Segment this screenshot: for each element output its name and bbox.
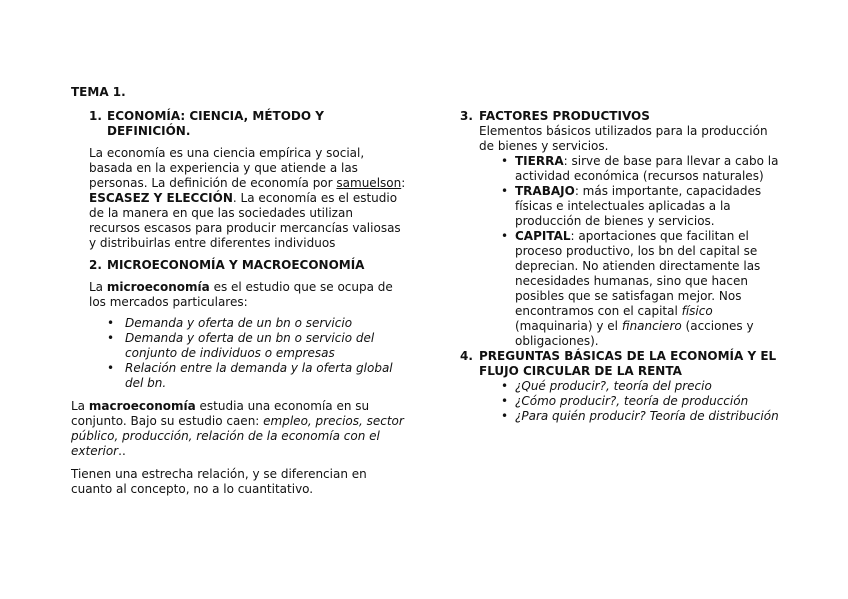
term-macroeconomia: macroeconomía — [88, 399, 196, 413]
left-column — [71, 85, 406, 497]
bullet-icon: • — [501, 394, 509, 408]
section-1-paragraph: La economía es una ciencia empírica y social, basada en la experiencia y que atiende a las personas. La definición de economía por samuelson: ESCASEZ Y ELECCIÓN. La economía es el estudio de la manera en que las sociedades utilizan recursos escasos para producir mercancías valiosas y distribuirlas entre diferentes individuos — [89, 146, 406, 250]
list-item: • TIERRA: sirve de base para llevar a cabo la actividad económica (recursos naturales) — [501, 154, 779, 183]
factores-list — [460, 154, 780, 349]
section-title: ECONOMÍA: CIENCIA, MÉTODO Y DEFINICIÓN. — [107, 109, 324, 138]
section-title: MICROECONOMÍA Y MACROECONOMÍA — [107, 258, 365, 272]
section-number: 4. — [460, 349, 473, 363]
section-3-heading — [460, 109, 780, 124]
topic-heading: TEMA 1. — [71, 85, 126, 99]
author-name: samuelson — [336, 176, 402, 190]
list-item: • ¿Qué producir?, teoría del precio — [501, 379, 712, 393]
section-title: FACTORES PRODUCTIVOS — [479, 109, 650, 123]
factores-intro: Elementos básicos utilizados para la producción de bienes y servicios. — [479, 124, 768, 153]
section-number: 3. — [460, 109, 473, 123]
section-title: PREGUNTAS BÁSICAS DE LA ECONOMÍA Y EL FLUJO CIRCULAR DE LA RENTA — [479, 349, 777, 378]
section-number: 2. — [89, 258, 102, 272]
list-item: • Demanda y oferta de un bn o servicio del conjunto de individuos o empresas — [107, 331, 375, 360]
list-item: • ¿Cómo producir?, teoría de producción — [501, 394, 749, 408]
term-microeconomia: microeconomía — [106, 280, 210, 294]
right-column — [460, 109, 780, 424]
closing-paragraph: Tienen una estrecha relación, y se diferencian en cuanto al concepto, no a lo cuantitativo. — [71, 467, 367, 496]
list-item: • Demanda y oferta de un bn o servicio — [107, 316, 353, 330]
section-1-heading — [71, 109, 406, 139]
definition-keywords: ESCASEZ Y ELECCIÓN — [89, 191, 233, 205]
bullet-icon: • — [501, 154, 509, 168]
bullet-icon: • — [107, 331, 115, 345]
section-2-heading — [71, 258, 406, 273]
list-item: • ¿Para quién producir? Teoría de distribución — [501, 409, 779, 423]
microeconomia-list — [71, 316, 406, 391]
bullet-icon: • — [107, 316, 115, 330]
macroeconomia-paragraph: La macroeconomía estudia una economía en su conjunto. Bajo su estudio caen: empleo, precios, sector público, producción, relación de la economía con el exterior.. — [71, 399, 404, 458]
bullet-icon: • — [501, 184, 509, 198]
microeconomia-paragraph: La microeconomía es el estudio que se ocupa de los mercados particulares: — [89, 280, 393, 309]
section-4-heading — [460, 349, 780, 379]
list-item: • CAPITAL: aportaciones que facilitan el proceso productivo, los bn del capital se deprecian. No atienden directamente las necesidades humanas, sino que hacen posibles que se satisfagan mejor. Nos encontramos con el capital físico (maquinaria) y el financiero (acciones y obligaciones). — [501, 229, 761, 348]
macro-topics: empleo, precios, sector público, producción, relación de la economía con el exterior — [71, 414, 404, 458]
list-item: • Relación entre la demanda y la oferta global del bn. — [107, 361, 393, 390]
bullet-icon: • — [501, 229, 509, 243]
bullet-icon: • — [501, 379, 509, 393]
list-item: • TRABAJO: más importante, capacidades físicas e intelectuales aplicadas a la producción de bienes y servicios. — [501, 184, 762, 228]
bullet-icon: • — [107, 361, 115, 375]
bullet-icon: • — [501, 409, 509, 423]
section-number: 1. — [89, 109, 102, 123]
preguntas-list — [460, 379, 780, 424]
